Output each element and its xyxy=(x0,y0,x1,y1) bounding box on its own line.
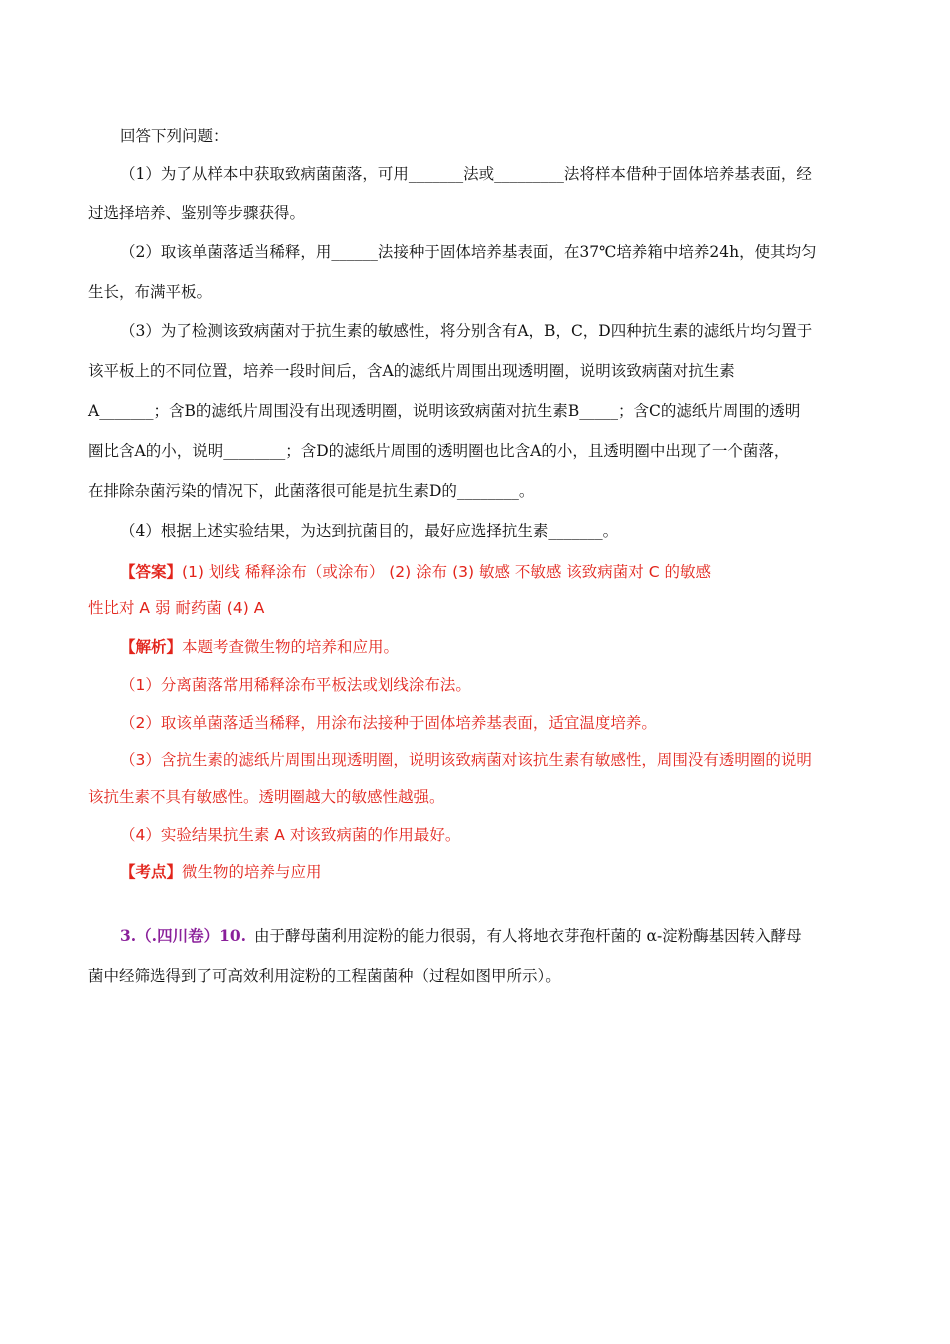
analysis-p3-line-1: （3）含抗生素的滤纸片周围出现透明圈，说明该致病菌对该抗生素有敏感性，周围没有透明圈的说明 xyxy=(120,751,812,769)
analysis-p2: （2）取该单菌落适当稀释，用涂布法接种于固体培养基表面，适宜温度培养。 xyxy=(120,714,657,732)
answer-tag: 【答案】 xyxy=(120,563,183,581)
analysis-p3-line-2: 该抗生素不具有敏感性。透明圈越大的敏感性越强。 xyxy=(88,788,445,806)
keypoint-tag: 【考点】 xyxy=(120,863,183,881)
q1-line-2: 过选择培养、鉴别等步骤获得。 xyxy=(88,204,306,222)
q3-line-5: 在排除杂菌污染的情况下，此菌落很可能是抗生素D的________。 xyxy=(88,482,535,500)
q3-line-4: 圈比含A的小，说明________；含D的滤纸片周围的透明圈也比含A的小，且透明圈中出现了一个菌落， xyxy=(88,442,790,460)
answer-text: (1) 划线 稀释涂布（或涂布） (2) 涂布 (3) 敏感 不敏感 该致病菌对 C 的敏感 xyxy=(182,563,711,581)
analysis-line-1 xyxy=(120,637,399,657)
question-intro: 回答下列问题： xyxy=(120,127,229,145)
analysis-intro: 本题考查微生物的培养和应用。 xyxy=(182,638,400,656)
next-question-text: 由于酵母菌利用淀粉的能力很弱，有人将地衣芽孢杆菌的 α-淀粉酶基因转入酵母 xyxy=(254,927,802,945)
answer-line-2: 性比对 A 弱 耐药菌 (4) A xyxy=(88,599,265,617)
q3-line-2: 该平板上的不同位置，培养一段时间后，含A的滤纸片周围出现透明圈，说明该致病菌对抗生素 xyxy=(88,362,735,380)
q4-line-1: （4）根据上述实验结果，为达到抗菌目的，最好应选择抗生素_______。 xyxy=(120,522,619,540)
q2-line-2: 生长，布满平板。 xyxy=(88,283,213,301)
keypoint-line xyxy=(120,862,322,882)
analysis-p1: （1）分离菌落常用稀释涂布平板法或划线涂布法。 xyxy=(120,676,471,694)
answer-line-1 xyxy=(120,562,711,582)
analysis-tag: 【解析】 xyxy=(120,638,183,656)
q2-line-1: （2）取该单菌落适当稀释，用______法接种于固体培养基表面，在37℃培养箱中培养24h，使其均匀 xyxy=(120,243,817,261)
q3-line-3: A_______；含B的滤纸片周围没有出现透明圈，说明该致病菌对抗生素B_____；含C的滤纸片周围的透明 xyxy=(88,402,801,420)
analysis-p4: （4）实验结果抗生素 A 对该致病菌的作用最好。 xyxy=(120,826,461,844)
next-question-label: 3.（.四川卷）10. xyxy=(120,926,247,945)
next-question-line-1 xyxy=(120,926,802,946)
q3-line-1: （3）为了检测该致病菌对于抗生素的敏感性，将分别含有A，B，C，D四种抗生素的滤纸片均匀置于 xyxy=(120,322,813,340)
next-question-line-2: 菌中经筛选得到了可高效利用淀粉的工程菌菌种（过程如图甲所示）。 xyxy=(88,967,561,985)
keypoint-text: 微生物的培养与应用 xyxy=(182,863,322,881)
q1-line-1: （1）为了从样本中获取致病菌菌落，可用_______法或_________法将样本借种于固体培养基表面，经 xyxy=(120,165,812,183)
